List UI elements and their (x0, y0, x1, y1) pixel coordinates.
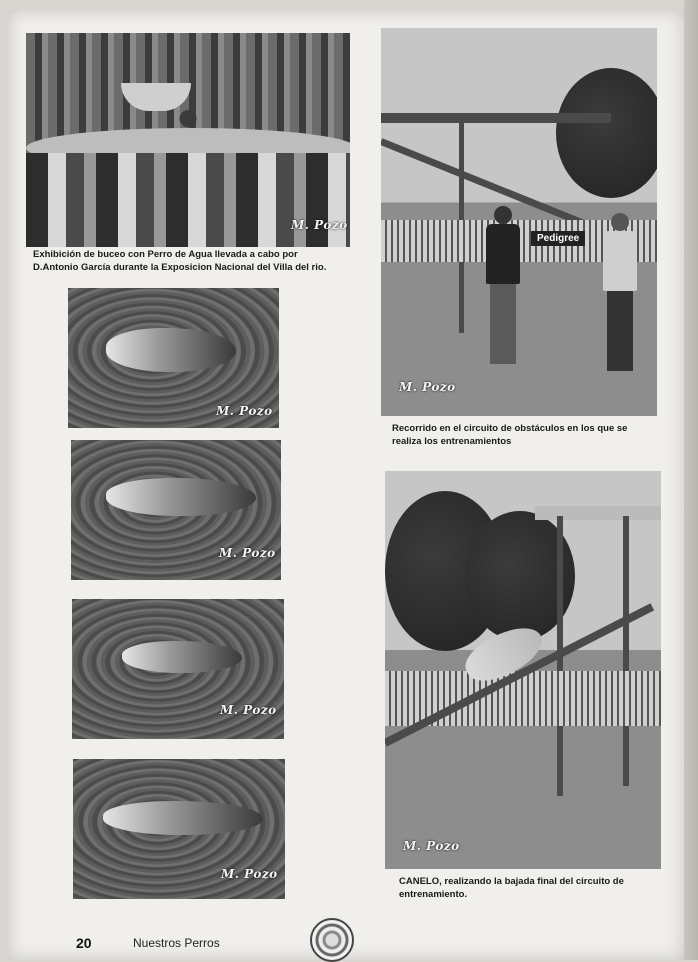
photo-watermark: M. Pozo (291, 218, 348, 232)
photo-watermark: M. Pozo (220, 703, 277, 717)
obstacle-post (623, 516, 629, 786)
photo-watermark: M. Pozo (221, 867, 278, 881)
spectator-figure (603, 213, 637, 371)
photo-swimming-dog-4 (73, 759, 285, 899)
swimming-dog (106, 478, 256, 516)
swimming-dog (103, 801, 263, 835)
photo-swimming-dog-2 (71, 440, 281, 580)
obstacle-frame-top (535, 506, 661, 520)
club-seal-icon (310, 918, 354, 962)
caption-diving-exhibition: Exhibición de buceo con Perro de Agua llevada a cabo por D.Antonio García durante la Exposicion Nacional del Villa del rio. (33, 249, 327, 273)
spectators-front (26, 153, 350, 247)
photo-watermark: M. Pozo (403, 839, 460, 853)
photo-watermark: M. Pozo (219, 546, 276, 560)
caption-canelo: CANELO, realizando la bajada final del circuito de entrenamiento. (399, 876, 624, 900)
page-number: 20 (76, 935, 92, 951)
swimming-dog (122, 641, 242, 673)
trainer-figure (486, 206, 520, 364)
obstacle-frame-top (381, 113, 611, 123)
photo-obstacle-circuit (381, 28, 657, 416)
page-edge (684, 0, 698, 960)
photo-watermark: M. Pozo (399, 380, 456, 394)
photo-crowd-fountain (26, 33, 350, 247)
pedigree-banner: Pedigree (531, 231, 585, 246)
photo-dog-ramp-descent (385, 471, 661, 869)
photo-swimming-dog-1 (68, 288, 279, 428)
fountain-bowl (121, 83, 191, 111)
photo-swimming-dog-3 (72, 599, 284, 739)
photo-watermark: M. Pozo (216, 404, 273, 418)
caption-obstacle-circuit: Recorrido en el circuito de obstáculos en los que se realiza los entrenamientos (392, 423, 628, 447)
swimming-dog (106, 328, 236, 372)
tree (556, 68, 657, 198)
magazine-name: Nuestros Perros (133, 936, 220, 950)
